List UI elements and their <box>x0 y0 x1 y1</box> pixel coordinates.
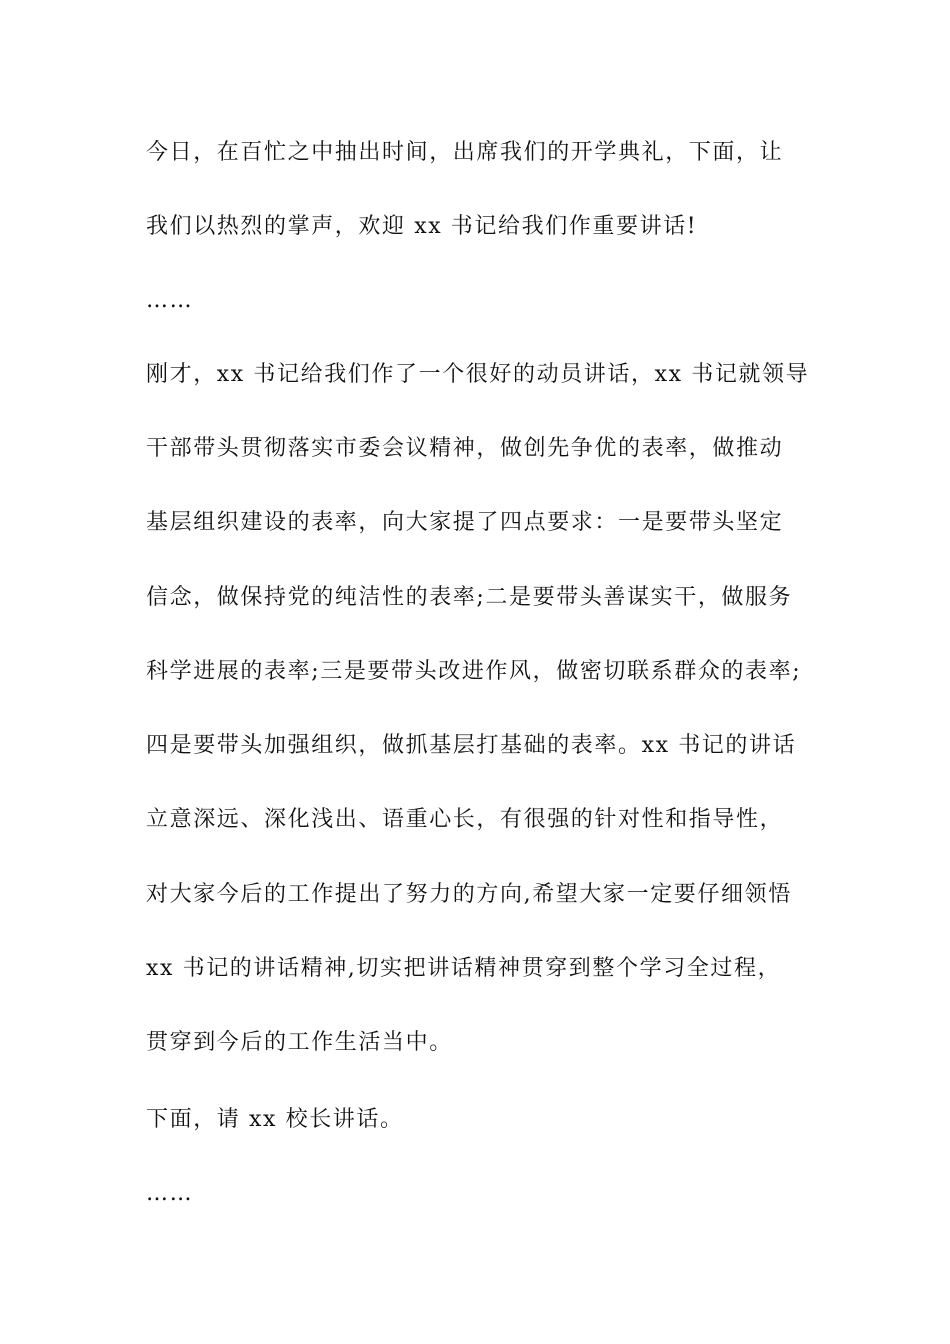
text-line: 下面，请 xx 校长讲话。 <box>146 1107 404 1132</box>
text-line: 今日，在百忙之中抽出时间，出席我们的开学典礼，下面，让 <box>146 140 784 165</box>
text-line: 科学进展的表率;三是要带头改进作风，做密切联系群众的表率; <box>146 659 802 684</box>
ellipsis-line: …… <box>146 1181 194 1206</box>
text-line: 贯穿到今后的工作生活当中。 <box>146 1030 453 1055</box>
ellipsis-line: …… <box>146 288 194 313</box>
text-line: 我们以热烈的掌声，欢迎 xx 书记给我们作重要讲话! <box>146 214 698 239</box>
text-line: 立意深远、深化浅出、语重心长，有很强的针对性和指导性， <box>146 807 784 832</box>
text-line: 干部带头贯彻落实市委会议精神，做创先争优的表率，做推动 <box>146 436 784 461</box>
text-line: 基层组织建设的表率，向大家提了四点要求：一是要带头坚定 <box>146 510 784 535</box>
text-line: 信念，做保持党的纯洁性的表率;二是要带头善谋实干，做服务 <box>146 585 793 610</box>
text-line: 四是要带头加强组织，做抓基层打基础的表率。xx 书记的讲话 <box>146 733 797 758</box>
text-line: 对大家今后的工作提出了努力的方向,希望大家一定要仔细领悟 <box>146 882 792 907</box>
text-line: xx 书记的讲话精神,切实把讲话精神贯穿到整个学习全过程， <box>146 956 782 981</box>
text-line: 刚才，xx 书记给我们作了一个很好的动员讲话，xx 书记就领导 <box>146 362 810 387</box>
